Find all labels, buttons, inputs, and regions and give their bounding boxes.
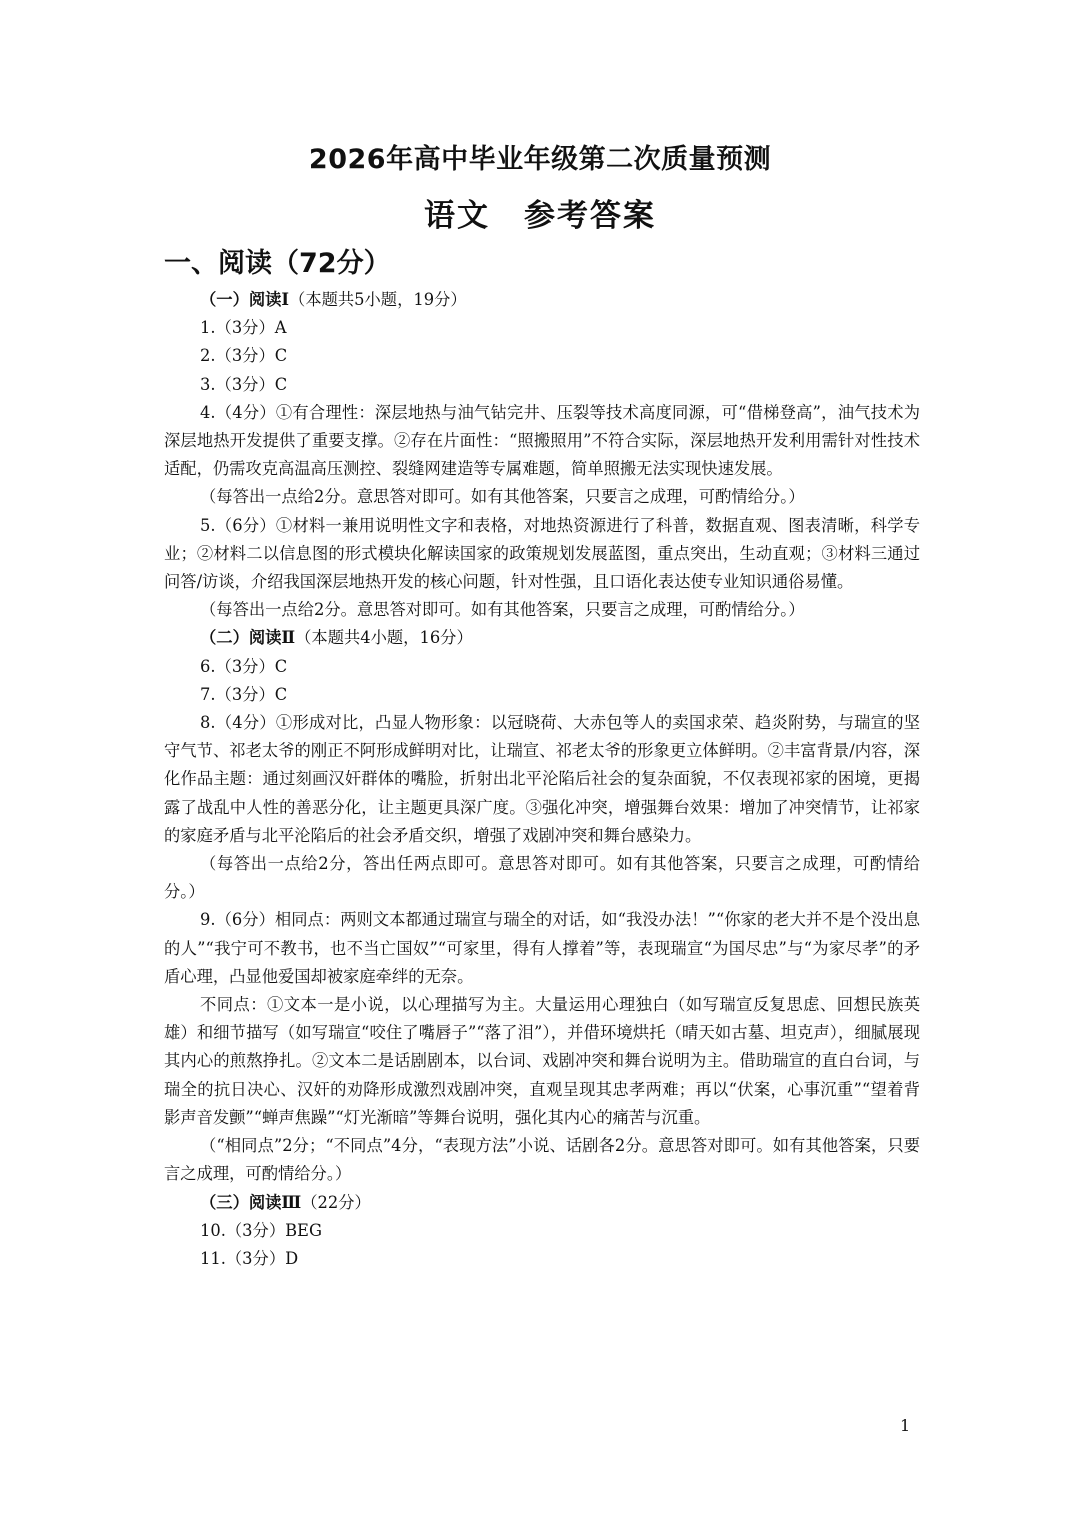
reading2-heading: （二）阅读Ⅱ（本题共4小题，16分） xyxy=(200,628,473,648)
answer-q7: 7.（3分）C xyxy=(200,684,288,704)
subject-label: 语文 xyxy=(424,198,490,234)
exam-subtitle xyxy=(0,194,1080,238)
scoring-note-q5: （每答出一点给2分。意思答对即可。如有其他答案，只要言之成理，可酌情给分。） xyxy=(200,600,805,620)
answer-q9-difference: 不同点：①文本一是小说，以心理描写为主。大量运用心理独白（如写瑞宣反复思虑、回想民族英雄）和细节描写（如写瑞宣“咬住了嘴唇子”“落了泪”），并借环境烘托（晴天如古墓、坦克声），细腻展现其内心的煎熬挣扎。②文本二是话剧剧本，以台词、戏剧冲突和舞台说明为主。借助瑞宣的直白台词，与瑞全的抗日决心、汉奸的劝降形成激烈戏剧冲突，直观呈现其忠孝两难；再以“伏案，心事沉重”“望着背影声音发颤”“蝉声焦躁”“灯光渐暗”等舞台说明，强化其内心的痛苦与沉重。 xyxy=(164,995,920,1127)
answer-key-label: 参考答案 xyxy=(524,198,656,234)
section-heading-reading: 一、阅读（72分） xyxy=(164,248,391,279)
answer-q5: 5.（6分）①材料一兼用说明性文字和表格，对地热资源进行了科普，数据直观、图表清晰，科学专业；②材料二以信息图的形式模块化解读国家的政策规划发展蓝图，重点突出，生动直观；③材料三通过问答/访谈，介绍我国深层地热开发的核心问题，针对性强，且口语化表达使专业知识通俗易懂。 xyxy=(164,515,920,592)
answer-q11: 11.（3分）D xyxy=(200,1248,299,1268)
answer-q8: 8.（4分）①形成对比，凸显人物形象：以冠晓荷、大赤包等人的卖国求荣、趋炎附势，与瑞宣的坚守气节、祁老太爷的刚正不阿形成鲜明对比，让瑞宣、祁老太爷的形象更立体鲜明。②丰富背景/内容，深化作品主题：通过刻画汉奸群体的嘴脸，折射出北平沦陷后社会的复杂面貌，不仅表现祁家的困境，更揭露了战乱中人性的善恶分化，让主题更具深广度。③强化冲突，增强舞台效果：增加了冲突情节，让祁家的家庭矛盾与北平沦陷后的社会矛盾交织，增强了戏剧冲突和舞台感染力。 xyxy=(164,713,920,845)
scoring-note-q9: （“相同点”2分；“不同点”4分，“表现方法”小说、话剧各2分。意思答对即可。如有其他答案，只要言之成理，可酌情给分。） xyxy=(164,1136,920,1184)
answer-q10: 10.（3分）BEG xyxy=(200,1220,322,1240)
answer-q2: 2.（3分）C xyxy=(200,346,288,366)
answer-q6: 6.（3分）C xyxy=(200,656,288,676)
answer-body xyxy=(164,286,920,1273)
reading3-heading: （三）阅读Ⅲ（22分） xyxy=(200,1192,371,1212)
page-number: 1 xyxy=(900,1416,911,1435)
scoring-note-q8: （每答出一点给2分，答出任两点即可。意思答对即可。如有其他答案，只要言之成理，可酌情给分。） xyxy=(164,854,920,902)
answer-q3: 3.（3分）C xyxy=(200,374,288,394)
answer-q4: 4.（4分）①有合理性：深层地热与油气钻完井、压裂等技术高度同源，可“借梯登高”，油气技术为深层地热开发提供了重要支撑。②存在片面性：“照搬照用”不符合实际，深层地热开发利用需针对性技术适配，仍需攻克高温高压测控、裂缝网建造等专属难题，简单照搬无法实现快速发展。 xyxy=(164,402,920,479)
answer-q9: 9.（6分）相同点：两则文本都通过瑞宣与瑞全的对话，如“我没办法！”“你家的老大并不是个没出息的人”“我宁可不教书，也不当亡国奴”“可家里，得有人撑着”等，表现瑞宣“为国尽忠”与“为家尽孝”的矛盾心理，凸显他爱国却被家庭牵绊的无奈。 xyxy=(164,910,920,986)
scoring-note-q4: （每答出一点给2分。意思答对即可。如有其他答案，只要言之成理，可酌情给分。） xyxy=(200,487,805,507)
answer-q1: 1.（3分）A xyxy=(200,318,287,338)
exam-title: 2026年高中毕业年级第二次质量预测 xyxy=(308,144,772,175)
reading1-heading: （一）阅读Ⅰ（本题共5小题，19分） xyxy=(200,290,467,309)
